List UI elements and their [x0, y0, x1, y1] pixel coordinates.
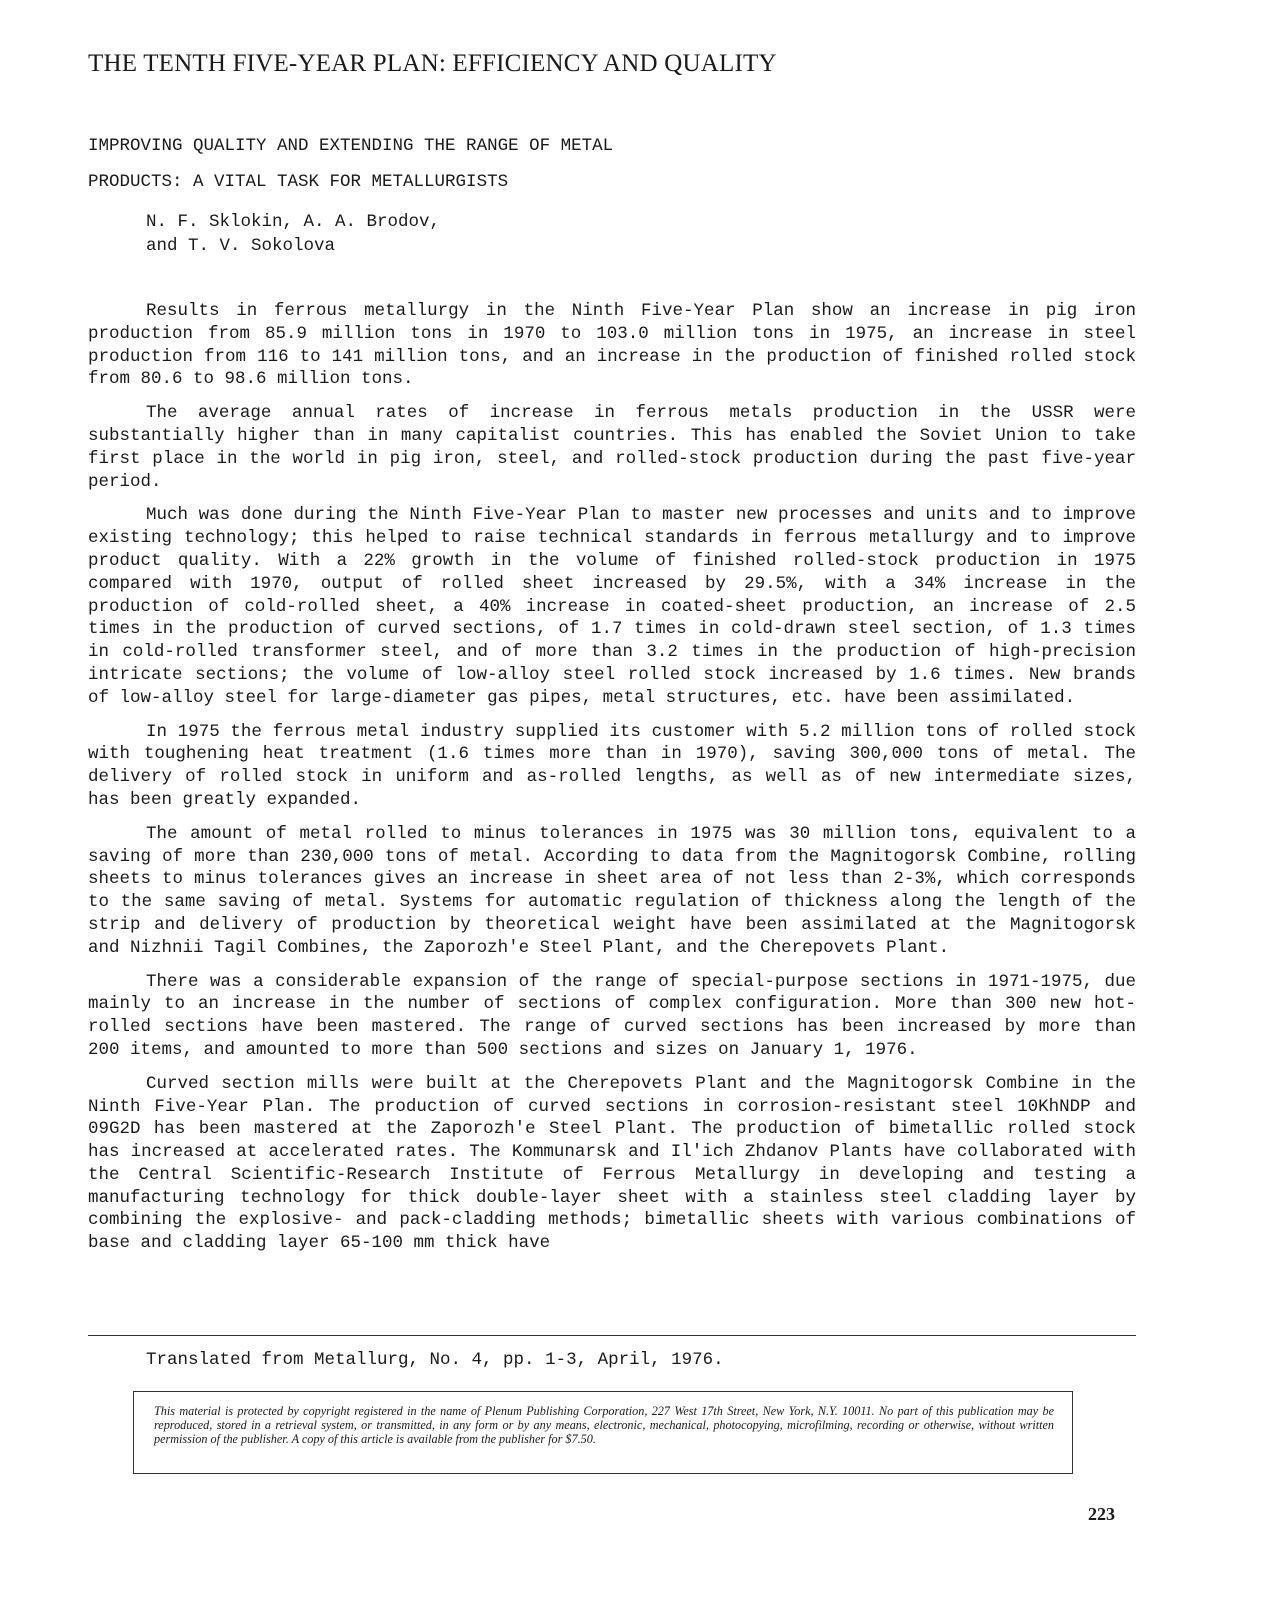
article-title-line-2: PRODUCTS: A VITAL TASK FOR METALLURGISTS [88, 172, 509, 192]
paragraph-3: Much was done during the Ninth Five-Year Plan to master new processes and units and to improve existing technology; this helped to raise technical standards in ferrous metallurgy and to improve product quality. With a 22% growth in the volume of finished rolled-stock production in 1975 compared with 1970, output of rolled sheet increased by 29.5%, with a 34% increase in the production of cold-rolled sheet, a 40% increase in coated-sheet production, an increase of 2.5 times in the production of curved sections, of 1.7 times in cold-drawn steel section, of 1.3 times in cold-rolled transformer steel, and of more than 3.2 times in the production of high-precision intricate sections; the volume of low-alloy steel rolled stock increased by 1.6 times. New brands of low-alloy steel for large-diameter gas pipes, metal structures, etc. have been assimilated. [88, 505, 1136, 708]
paragraph-5: The amount of metal rolled to minus tolerances in 1975 was 30 million tons, equivalent to a saving of more than 230,000 tons of metal. According to data from the Magnitogorsk Combine, rolling sheets to minus tolerances gives an increase in sheet area of not less than 2-3%, which corresponds to the same saving of metal. Systems for automatic regulation of thickness along the length of the strip and delivery of production by theoretical weight have been assimilated at the Magnitogorsk and Nizhnii Tagil Combines, the Zaporozh'e Steel Plant, and the Cherepovets Plant. [88, 823, 1136, 958]
authors-line-1: N. F. Sklokin, A. A. Brodov, [146, 212, 441, 232]
article-title [88, 128, 613, 200]
authors-line-2: and T. V. Sokolova [146, 236, 336, 256]
section-title: THE TENTH FIVE-YEAR PLAN: EFFICIENCY AND QUALITY [88, 50, 777, 77]
paragraph-6: There was a considerable expansion of the range of special-purpose sections in 1971-1975, due mainly to an increase in the number of sections of complex configuration. More than 300 new hot-rolled sections have been mastered. The range of curved sections has been increased by more than 200 items, and amounted to more than 500 sections and sizes on January 1, 1976. [88, 971, 1136, 1060]
article-title-line-1: IMPROVING QUALITY AND EXTENDING THE RANGE OF METAL [88, 136, 614, 156]
paragraph-4: In 1975 the ferrous metal industry supplied its customer with 5.2 million tons of rolled stock with toughening heat treatment (1.6 times more than in 1970), saving 300,000 tons of metal. The delivery of rolled stock in uniform and as-rolled lengths, as well as of new intermediate sizes, has been greatly expanded. [88, 721, 1136, 810]
article-body [88, 300, 1136, 1266]
copyright-notice: This material is protected by copyright registered in the name of Plenum Publishing Corporation, 227 West 17th Street, New York, N.Y. 10011. No part of this publication may be reproduced, stored in a retrieval system, or transmitted, in any form or by any means, electronic, mechanical, photocopying, microfilming, recording or otherwise, without written permission of the publisher. A copy of this article is available from the publisher for $7.50. [154, 1404, 1054, 1446]
paragraph-7: Curved section mills were built at the Cherepovets Plant and the Magnitogorsk Combine in the Ninth Five-Year Plan. The production of curved sections in corrosion-resistant steel 10KhNDP and 09G2D has been mastered at the Zaporozh'e Steel Plant. The production of bimetallic rolled stock has increased at accelerated rates. The Kommunarsk and Il'ich Zhdanov Plants have collaborated with the Central Scientific-Research Institute of Ferrous Metallurgy in developing and testing a manufacturing technology for thick double-layer sheet with a stainless steel cladding layer by combining the explosive- and pack-cladding methods; bimetallic sheets with various combinations of base and cladding layer 65-100 mm thick have [88, 1073, 1136, 1254]
translation-note: Translated from Metallurg, No. 4, pp. 1-3, April, 1976. [146, 1350, 724, 1370]
footnote-divider [88, 1335, 1136, 1336]
copyright-notice-box [133, 1391, 1073, 1474]
paragraph-1: Results in ferrous metallurgy in the Ninth Five-Year Plan show an increase in pig iron production from 85.9 million tons in 1970 to 103.0 million tons in 1975, an increase in steel production from 116 to 141 million tons, and an increase in the production of finished rolled stock from 80.6 to 98.6 million tons. [88, 301, 1136, 390]
page-number: 223 [1088, 1504, 1115, 1524]
paragraph-2: The average annual rates of increase in ferrous metals production in the USSR were substantially higher than in many capitalist countries. This has enabled the Soviet Union to take first place in the world in pig iron, steel, and rolled-stock production during the past five-year period. [88, 403, 1136, 492]
authors [146, 210, 440, 258]
